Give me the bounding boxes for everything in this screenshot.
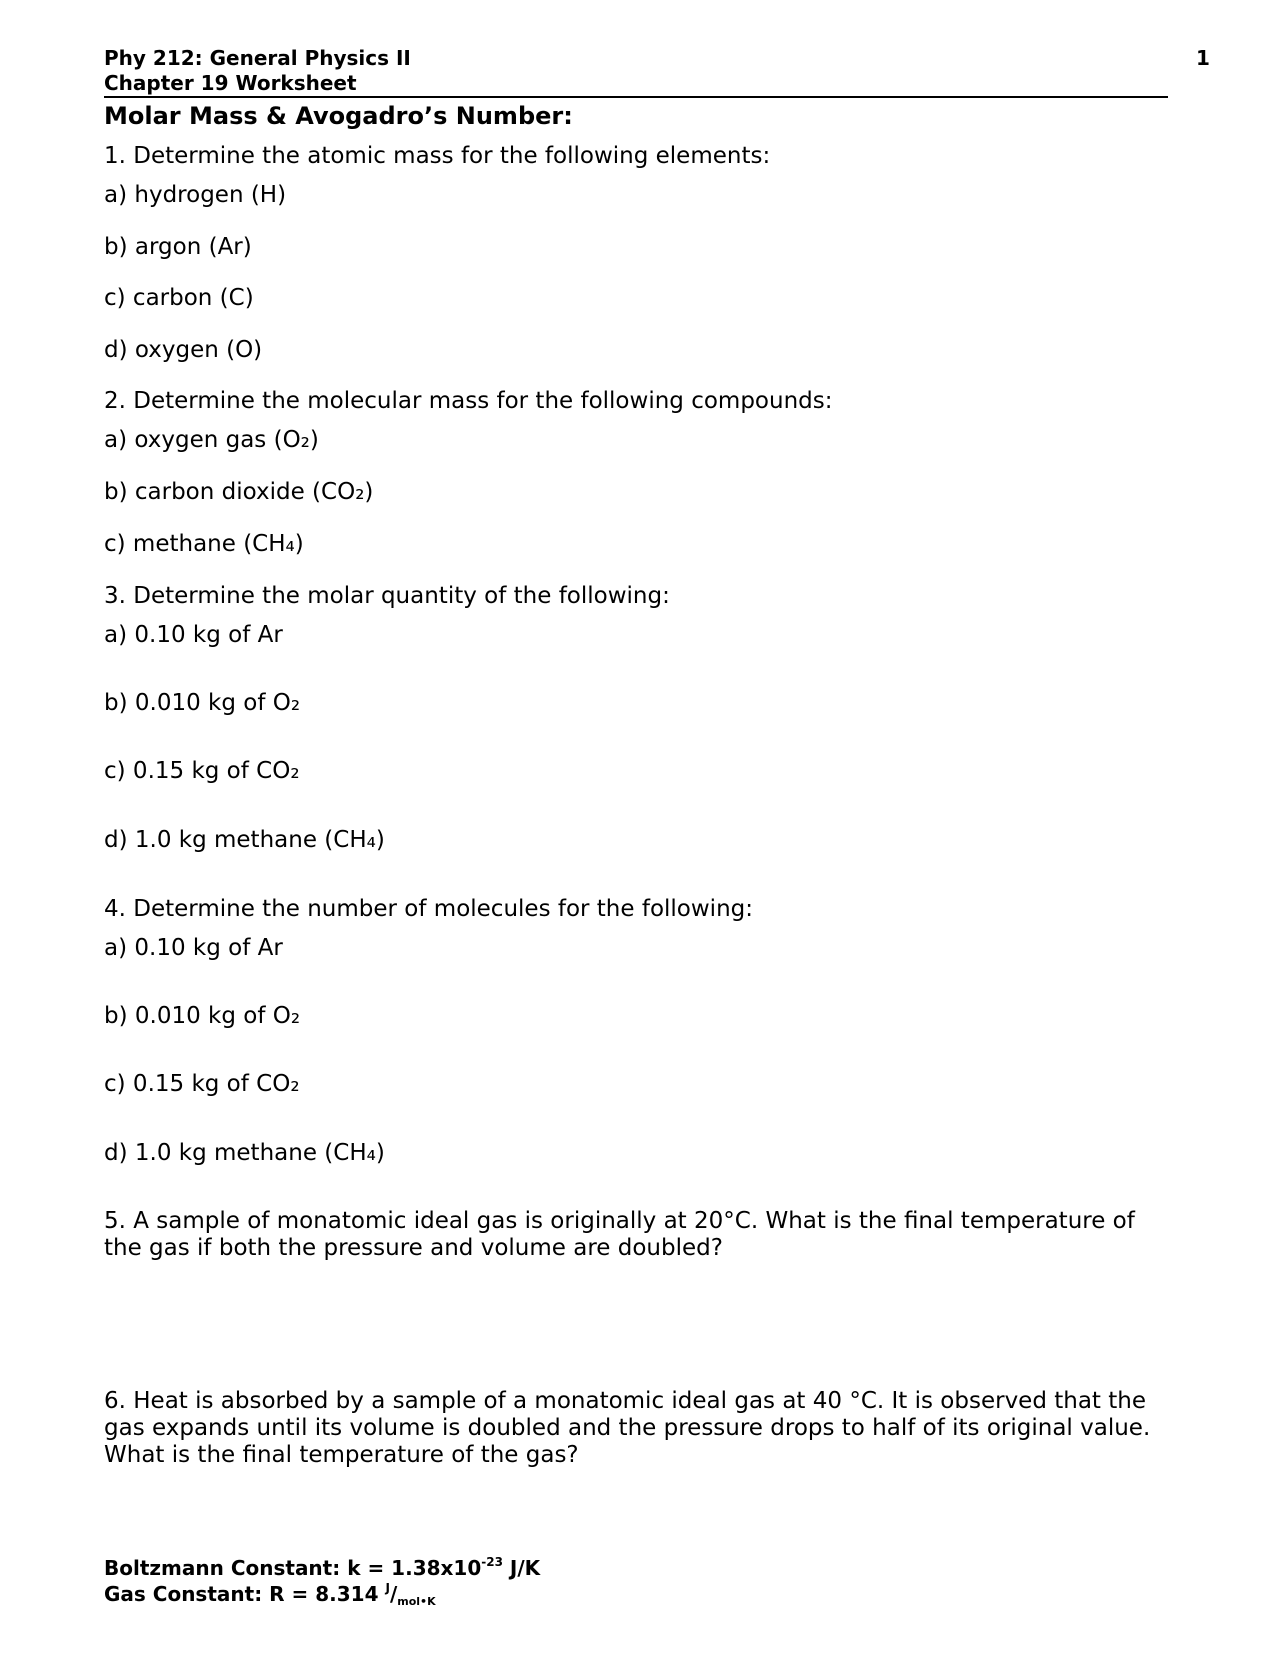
gas-unit-slash: / bbox=[389, 1582, 398, 1606]
q4-item: b) 0.010 kg of O₂ bbox=[104, 1003, 301, 1029]
q4-prompt: 4. Determine the number of molecules for the following: bbox=[104, 896, 753, 922]
q4-item: c) 0.15 kg of CO₂ bbox=[104, 1071, 300, 1097]
boltzmann-constant bbox=[104, 1556, 540, 1580]
gas-unit-numerator: J bbox=[385, 1581, 390, 1595]
q3-prompt: 3. Determine the molar quantity of the following: bbox=[104, 583, 670, 609]
q2-item: a) oxygen gas (O₂) bbox=[104, 427, 319, 453]
q2-item: c) methane (CH₄) bbox=[104, 531, 304, 557]
q3-item: a) 0.10 kg of Ar bbox=[104, 622, 283, 648]
q1-prompt: 1. Determine the atomic mass for the following elements: bbox=[104, 143, 771, 169]
gas-constant bbox=[104, 1582, 436, 1606]
q3-item: d) 1.0 kg methane (CH₄) bbox=[104, 827, 385, 853]
q1-item: a) hydrogen (H) bbox=[104, 182, 287, 208]
section-title: Molar Mass & Avogadro’s Number: bbox=[104, 102, 573, 130]
course-title: Phy 212: General Physics II bbox=[104, 46, 411, 70]
header-rule bbox=[104, 96, 1168, 98]
q3-item: b) 0.010 kg of O₂ bbox=[104, 690, 301, 716]
page-number: 1 bbox=[1196, 46, 1210, 70]
boltzmann-exponent: -23 bbox=[481, 1555, 503, 1569]
q6-text: 6. Heat is absorbed by a sample of a monatomic ideal gas at 40 °C. It is observed that the gas expands until its volume is doubled and the pressure drops to half of its original value. What is the final temperature of the gas? bbox=[104, 1388, 1151, 1468]
boltzmann-label: Boltzmann Constant: k = 1.38x10 bbox=[104, 1556, 482, 1580]
q4-item: d) 1.0 kg methane (CH₄) bbox=[104, 1140, 385, 1166]
q5-text: 5. A sample of monatomic ideal gas is originally at 20°C. What is the final temperature of the gas if both the pressure and volume are doubled? bbox=[104, 1208, 1135, 1261]
gas-constant-label: Gas Constant: R = 8.314 bbox=[104, 1582, 386, 1606]
gas-unit-denominator: mol•K bbox=[397, 1595, 436, 1608]
q1-item: c) carbon (C) bbox=[104, 285, 254, 311]
q4-item: a) 0.10 kg of Ar bbox=[104, 935, 283, 961]
q2-item: b) carbon dioxide (CO₂) bbox=[104, 479, 374, 505]
q2-prompt: 2. Determine the molecular mass for the following compounds: bbox=[104, 388, 833, 414]
boltzmann-unit: J/K bbox=[502, 1556, 541, 1580]
q1-item: d) oxygen (O) bbox=[104, 337, 263, 363]
q1-item: b) argon (Ar) bbox=[104, 234, 252, 260]
chapter-title: Chapter 19 Worksheet bbox=[104, 71, 357, 95]
q3-item: c) 0.15 kg of CO₂ bbox=[104, 758, 300, 784]
